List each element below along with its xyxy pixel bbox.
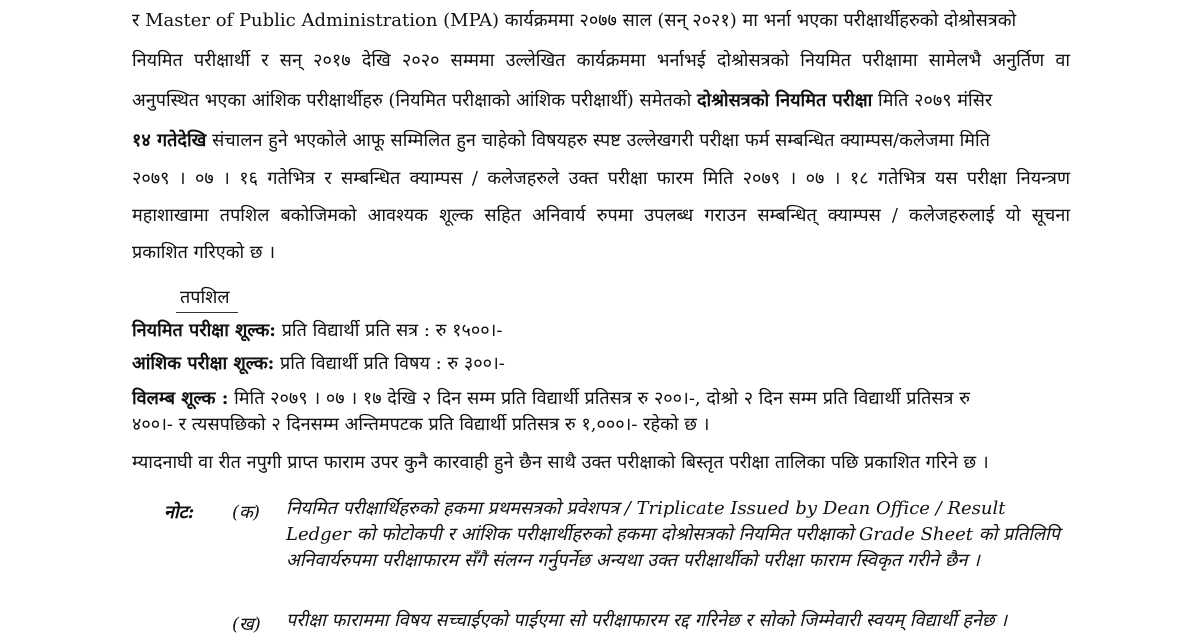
partial-fee-label: आंशिक परीक्षा शूल्क: (132, 353, 275, 374)
paragraph-line-7: प्रकाशित गरिएको छ । (132, 242, 276, 263)
paragraph-line-2: नियमित परीक्षार्थी र सन् २०१७ देखि २०२० सम्ममा उल्लेखित कार्यक्रममा भर्नाभई दोश्रोसत्रको नियमित परीक्षामा सामेलभै अनुर्तिण वा (132, 50, 1070, 71)
regular-fee-value: प्रति विद्यार्थी प्रति सत्र : रु १५००।- (281, 320, 503, 341)
regular-fee-label: नियमित परीक्षा शूल्क: (132, 320, 276, 341)
paragraph-line-6: महाशाखामा तपशिल बकोजिमको आवश्यक शूल्क सहित अनिवार्य रुपमा उपलब्ध गराउन सम्बन्धित् क्याम्पस / कलेजहरुलाई यो सूचना (132, 205, 1070, 226)
text-prefix: र (132, 10, 140, 31)
partial-fee (132, 353, 505, 375)
paragraph-line-4 (132, 130, 1070, 152)
paragraph-line-3 (132, 90, 1070, 112)
details-heading: तपशिल (180, 287, 230, 308)
exam-start-date: १४ गतेदेखि (132, 130, 207, 151)
heading-underline (176, 312, 238, 313)
paragraph-line-1 (132, 10, 1070, 32)
late-fee-line-1 (132, 388, 1070, 410)
note-marker-ka: (क) (232, 502, 260, 523)
exam-date: मिति २०७९ मंसिर (878, 90, 993, 111)
note-label: नोट: (164, 502, 195, 523)
paragraph-line-5: २०७९ । ०७ । १६ गतेभित्र र सम्बन्धित क्याम्पस / कलेजहरुले उक्त परीक्षा फारम मिति २०७९ । ०७ । १८ गतेभित्र यस परीक्षा नियन्त्रण (132, 168, 1070, 189)
exam-name: दोश्रोसत्रको नियमित परीक्षा (696, 90, 873, 111)
deadline-note: म्यादनाघी वा रीत नपुगी प्राप्त फाराम उपर कुनै कारवाही हुने छैन साथै उक्त परीक्षाको बिस्तृत परीक्षा तालिका पछि प्रकाशित गरिने छ । (132, 452, 989, 473)
late-fee-line-2: ४००।- र त्यसपछिको २ दिनसम्म अन्तिमपटक प्रति विद्यार्थी प्रतिसत्र रु १,०००।- रहेको छ । (132, 414, 710, 435)
note-marker-kha: (ख) (232, 614, 261, 635)
program-name: Master of Public Administration (MPA) (145, 10, 500, 31)
paragraph-text: संचालन हुने भएकोले आफू सम्मिलित हुन चाहेको विषयहरु स्पष्ट उल्लेखगरी परीक्षा फर्म सम्बन्धित क्याम्पस/कलेजमा मिति (212, 130, 990, 151)
note-item-ka: नियमित परीक्षार्थिहरुको हकमा प्रथमसत्रको प्रवेशपत्र / Triplicate Issued by Dean Office / Result Ledger को फोटोकपी र आंशिक परीक्षार्थीहरुको हकमा दोश्रोसत्रको नियमित परीक्षाको Grade Sheet को प्रतिलिपि अनिवार्यरुपमा परीक्षाफारम सँगै संलग्न गर्नुपर्नेछ अन्यथा उक्त परीक्षार्थीको परीक्षा फाराम स्विकृत गरीने छैन । (286, 498, 1060, 571)
late-fee-value: मिति २०७९ । ०७ । १७ देखि २ दिन सम्म प्रति विद्यार्थी प्रतिसत्र रु २००।-, दोश्रो २ दिन सम्म प्रति विद्यार्थी प्रतिसत्र रु (234, 388, 970, 409)
regular-fee (132, 320, 502, 342)
paragraph-text: कार्यक्रममा २०७७ साल (सन् २०२१) मा भर्ना भएका परीक्षार्थीहरुको दोश्रोसत्रको (504, 10, 1017, 31)
late-fee-label: विलम्ब शूल्क : (132, 388, 229, 409)
note-item-kha: परीक्षा फाराममा विषय सच्चाईएको पाईएमा सो परीक्षाफारम रद्द गरिनेछ र सोको जिम्मेवारी स्वयम् विद्यार्थी हनेछ । (286, 610, 1008, 631)
partial-fee-value: प्रति विद्यार्थी प्रति विषय : रु ३००।- (280, 353, 505, 374)
paragraph-text: अनुपस्थित भएका आंशिक परीक्षार्थीहरु (नियमित परीक्षाको आंशिक परीक्षार्थी) समेतको (132, 90, 692, 111)
